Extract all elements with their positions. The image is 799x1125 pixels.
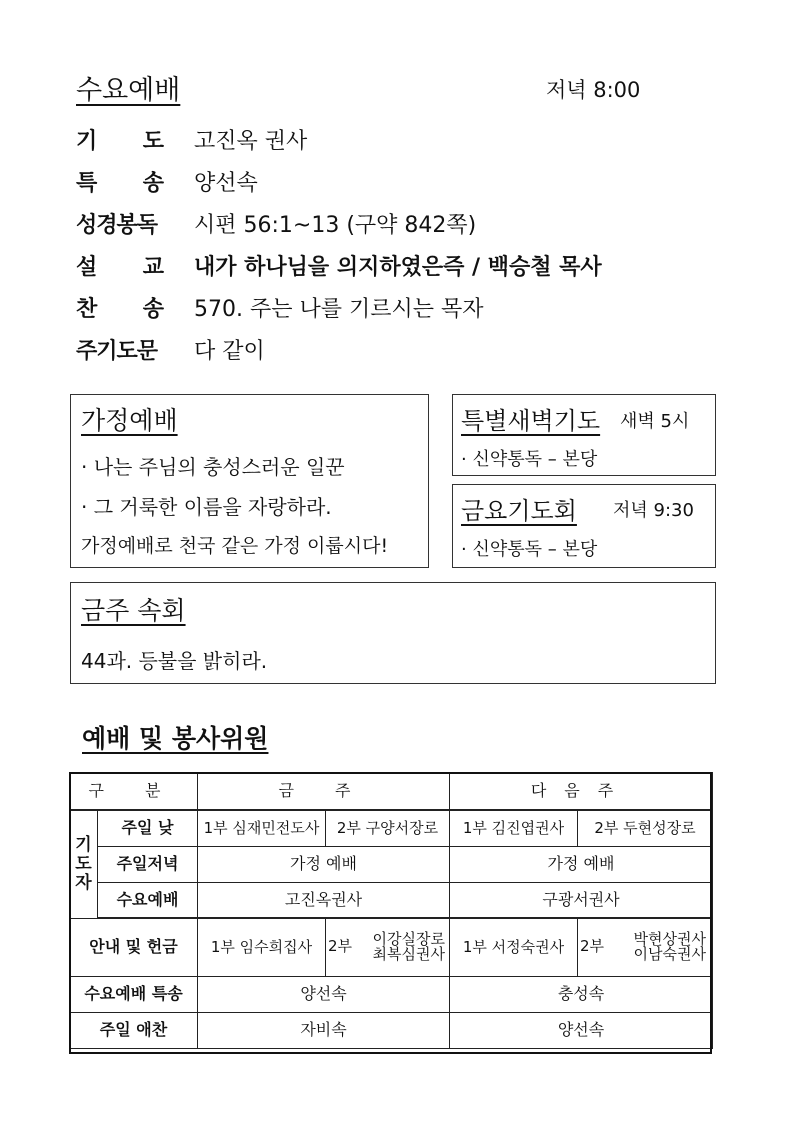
weekly-meeting-line: 44과. 등불을 밝히라.: [81, 649, 268, 673]
cell-this-sunday-2: 2부 구양서장로: [326, 810, 450, 846]
special-dawn-time: 새벽 5시: [620, 411, 690, 432]
cell-next-sunday-meal: 양선속: [450, 1012, 713, 1048]
row-label-sunday-meal: 주일 애찬: [70, 1012, 198, 1048]
row-value: 내가 하나님을 의지하였은즉 / 백승철 목사: [194, 255, 602, 280]
row-label-wednesday: 수요예배: [98, 882, 198, 918]
row-value: 570. 주는 나를 기르시는 목자: [194, 297, 484, 322]
cell-this-usher-2: 2부 이강실장로 최복심권사: [326, 918, 450, 976]
cell-this-sunday-meal: 자비속: [198, 1012, 450, 1048]
row-value: 양선속: [194, 171, 258, 196]
header-next-week: 다음주: [450, 773, 713, 811]
friday-prayer-title: 금요기도회: [461, 497, 577, 525]
cell-next-sunday-evening: 가정 예배: [450, 846, 713, 882]
row-label-usher: 안내 및 헌금: [70, 918, 198, 976]
cell-this-sunday-1: 1부 심재민전도사: [198, 810, 326, 846]
header-category: 구 분: [70, 773, 198, 811]
row-label: 성경봉독: [76, 213, 158, 238]
family-worship-line: · 그 거룩한 이름을 자랑하라.: [81, 495, 332, 519]
cell-next-sunday-1: 1부 김진엽권사: [450, 810, 578, 846]
row-value: 다 같이: [194, 339, 265, 364]
row-label: 주기도문: [76, 339, 158, 364]
cell-this-wednesday: 고진옥권사: [198, 882, 450, 918]
row-label: 기 도: [76, 129, 164, 154]
prayer-leader-group-label: 기 도 자: [70, 810, 98, 918]
row-label-wed-special: 수요예배 특송: [70, 976, 198, 1012]
family-worship-title: 가정예배: [81, 406, 178, 435]
row-value: 시편 56:1~13 (구약 842쪽): [194, 213, 477, 238]
cell-this-usher-1: 1부 임수희집사: [198, 918, 326, 976]
header-this-week: 금 주: [198, 773, 450, 811]
friday-prayer-time: 저녁 9:30: [613, 500, 694, 521]
cell-next-wednesday: 구광서권사: [450, 882, 713, 918]
cell-this-wed-special: 양선속: [198, 976, 450, 1012]
cell-next-sunday-2: 2부 두현성장로: [578, 810, 713, 846]
family-worship-line: · 나는 주님의 충성스러운 일꾼: [81, 455, 345, 479]
cell-next-wed-special: 충성속: [450, 976, 713, 1012]
row-value: 고진옥 권사: [194, 129, 308, 154]
cell-this-sunday-evening: 가정 예배: [198, 846, 450, 882]
special-dawn-title: 특별새벽기도: [461, 407, 601, 435]
cell-next-usher-1: 1부 서정숙권사: [450, 918, 578, 976]
family-worship-box: [70, 394, 429, 568]
roster-table: [69, 772, 713, 1049]
friday-prayer-box: [452, 484, 716, 568]
special-dawn-prayer-box: [452, 394, 716, 476]
row-label: 설 교: [76, 255, 164, 280]
weekly-meeting-box: [70, 582, 716, 684]
cell-next-usher-2: 2부 박현상권사 이남숙권사: [578, 918, 713, 976]
special-dawn-line: · 신약통독 – 본당: [461, 449, 598, 470]
wednesday-service-title: 수요예배: [76, 75, 181, 106]
wednesday-service-time: 저녁 8:00: [546, 78, 641, 102]
row-label: 특 송: [76, 171, 164, 196]
row-label-sunday-evening: 주일저녁: [98, 846, 198, 882]
family-worship-line: 가정예배로 천국 같은 가정 이룹시다!: [81, 535, 389, 557]
friday-prayer-line: · 신약통독 – 본당: [461, 539, 598, 560]
weekly-meeting-title: 금주 속회: [81, 596, 186, 625]
row-label-sunday-day: 주일 낮: [98, 810, 198, 846]
row-label: 찬 송: [76, 297, 164, 322]
roster-title: 예배 및 봉사위원: [82, 724, 269, 753]
